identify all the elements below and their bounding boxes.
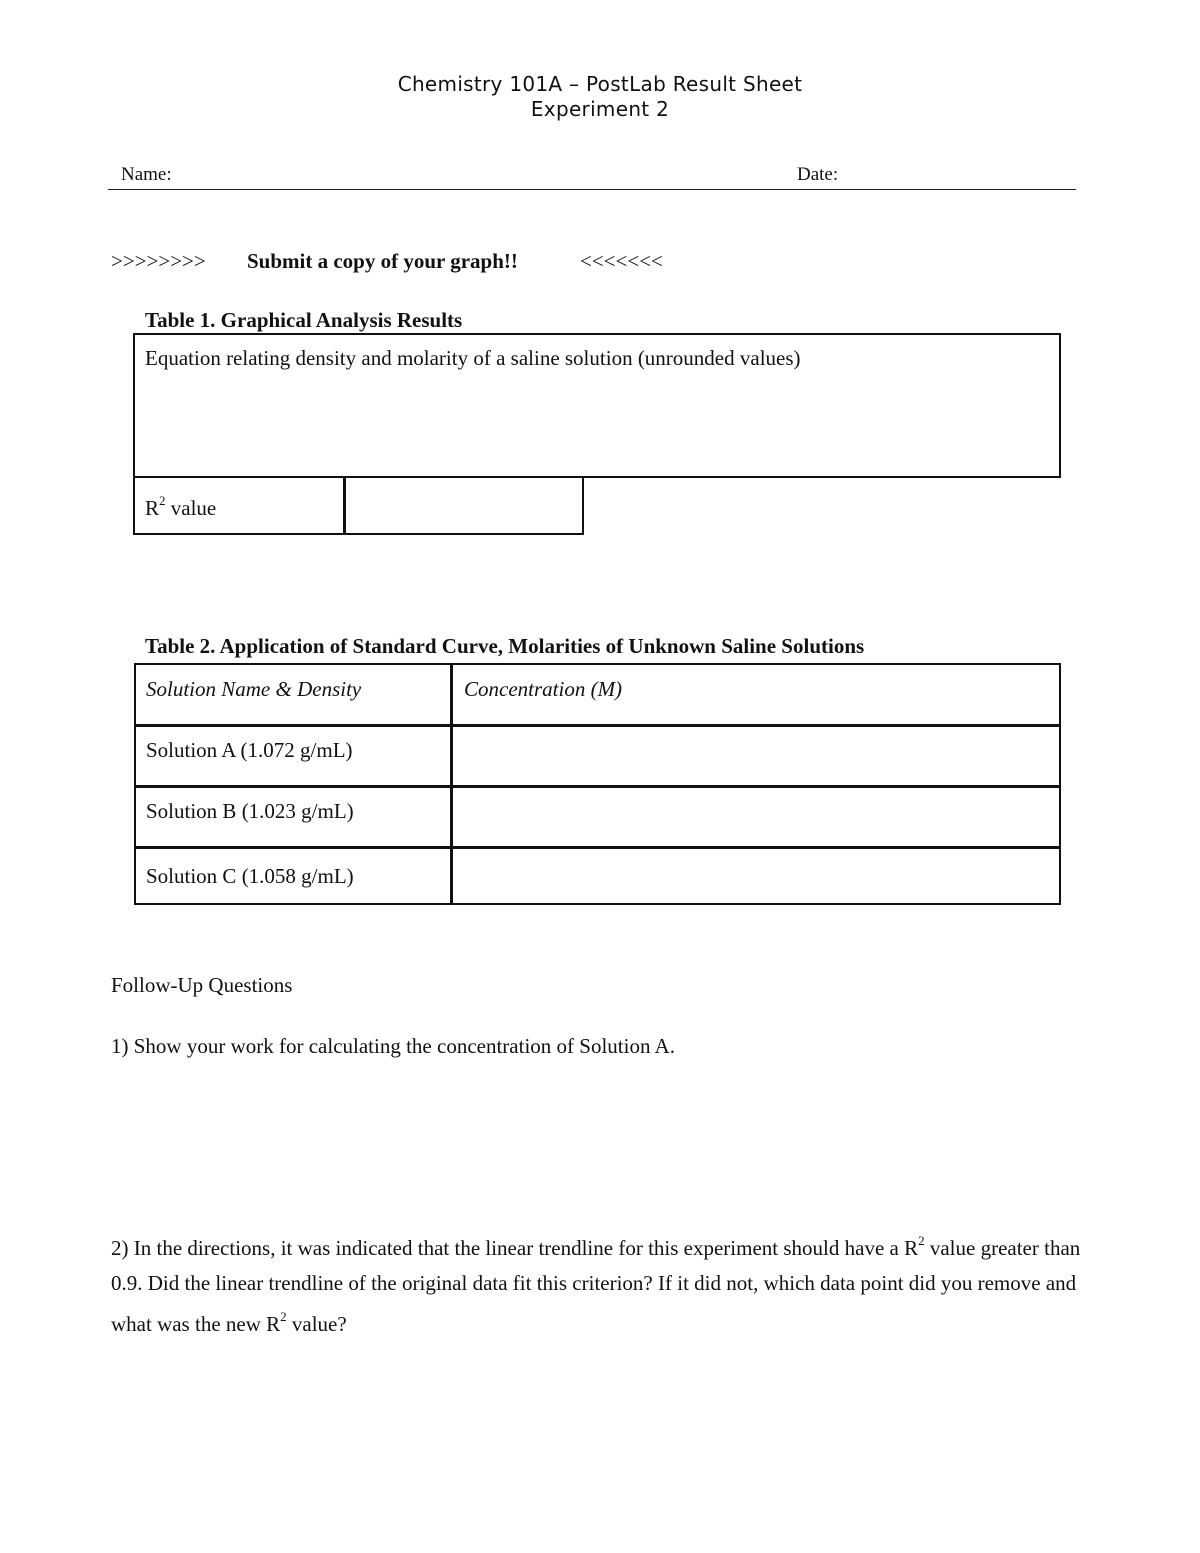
table1-caption: Table 1. Graphical Analysis Results — [145, 308, 463, 332]
solution-b-concentration-cell — [450, 785, 1061, 849]
submit-right-arrows: <<<<<<< — [580, 249, 663, 273]
table2-header-cell — [134, 663, 453, 727]
header-underline — [108, 189, 1076, 190]
equation-label: Equation relating density and molarity of a saline solution (unrounded values) — [145, 346, 801, 370]
table1-equation-cell — [133, 333, 1061, 478]
date-label: Date: — [797, 164, 839, 185]
table2-header-solution: Solution Name & Density — [146, 677, 362, 701]
solution-c-label: Solution C (1.058 g/mL) — [146, 864, 354, 888]
name-label: Name: — [121, 164, 172, 185]
table1-r2-label-cell — [133, 476, 346, 535]
r2-label: $R^2$ value — [145, 493, 217, 520]
page-title: Chemistry 101A – PostLab Result Sheet — [397, 72, 803, 96]
question-2: 2) In the directions, it was indicated that the linear trendline for this experiment should have a $R^2$ value greater than 0.9. Did the linear trendline of the original data fit this criterion? If it did not, which data point did you remove and what was the new $R^2$ value? — [111, 1233, 1081, 1336]
table2-caption: Table 2. Application of Standard Curve, Molarities of Unknown Saline Solutions — [145, 634, 865, 658]
solution-b-label: Solution B (1.023 g/mL) — [146, 799, 354, 823]
table1-r2-value-cell — [343, 476, 584, 535]
solution-a-concentration-cell — [450, 724, 1061, 788]
submit-left-arrows: >>>>>>>> — [111, 249, 206, 273]
follow-up-heading: Follow-Up Questions — [111, 973, 293, 997]
submit-message: Submit a copy of your graph!! — [247, 249, 518, 273]
table-row — [134, 785, 453, 849]
table2-header-cell — [450, 663, 1061, 727]
table-row — [134, 846, 453, 905]
table2-header-concentration: Concentration (M) — [464, 677, 623, 701]
table-row — [134, 724, 453, 788]
solution-c-concentration-cell — [450, 846, 1061, 905]
solution-a-label: Solution A (1.072 g/mL) — [146, 738, 353, 762]
page-subtitle: Experiment 2 — [530, 97, 670, 121]
question-1: 1) Show your work for calculating the concentration of Solution A. — [111, 1034, 675, 1058]
